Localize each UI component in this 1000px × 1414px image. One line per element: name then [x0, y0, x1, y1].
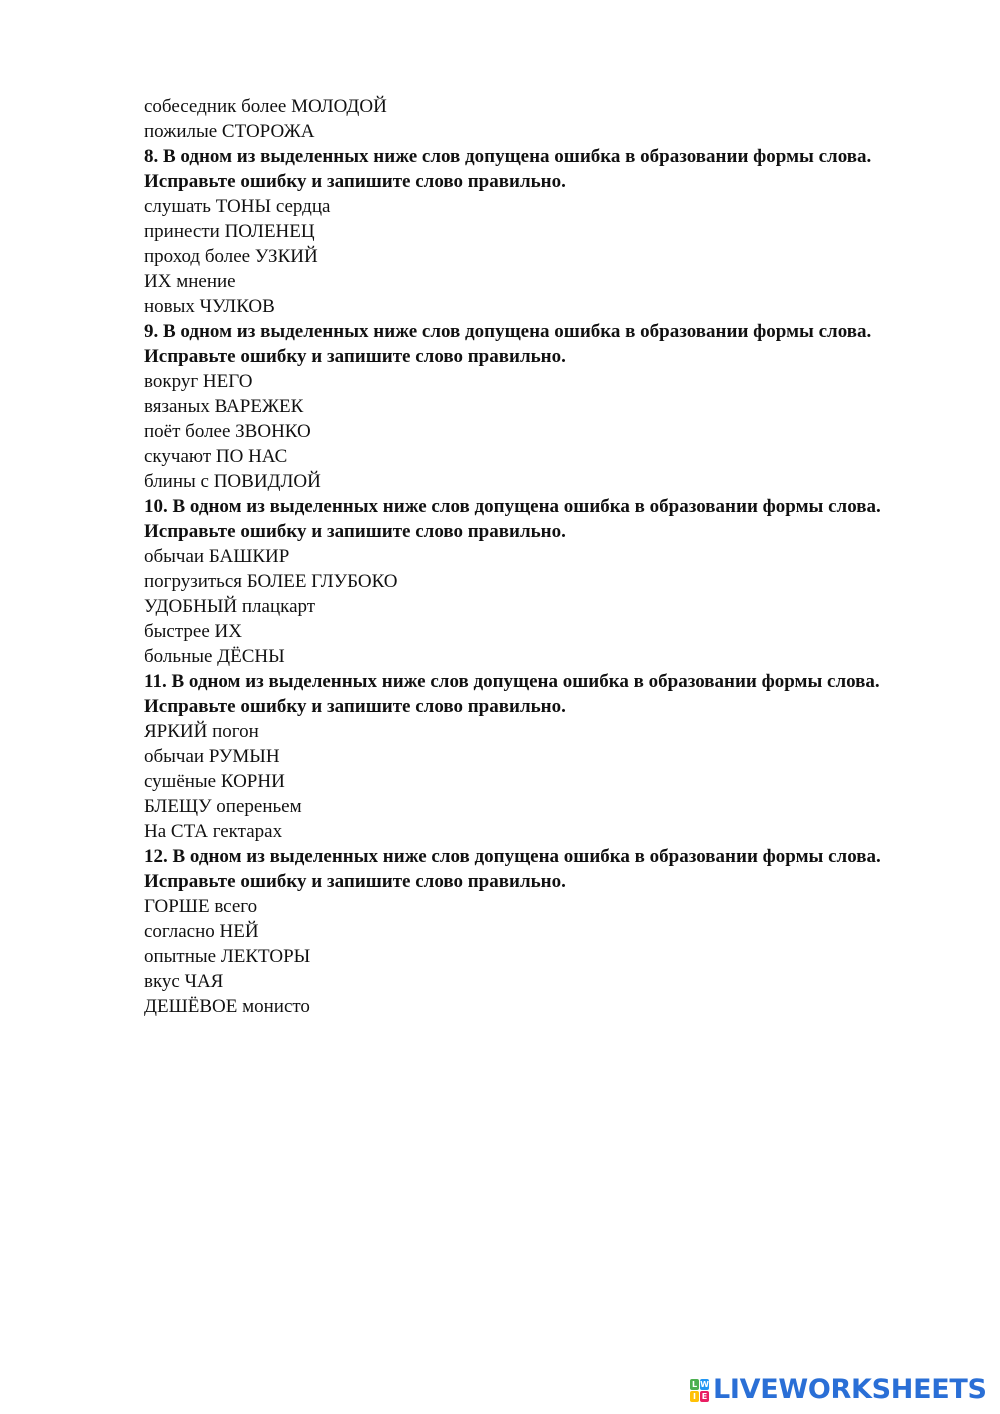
answer-option-line: вязаных ВАРЕЖЕК: [144, 396, 304, 417]
answer-option-line: слушать ТОНЫ сердца: [144, 196, 331, 217]
task-instruction-line: 8. В одном из выделенных ниже слов допущена ошибка в образовании формы слова.: [144, 146, 872, 167]
logo-text: LIVEWORKSHEETS: [713, 1374, 987, 1405]
task-instruction-line: 12. В одном из выделенных ниже слов допущена ошибка в образовании формы слова.: [144, 846, 881, 867]
task-instruction-line: 10. В одном из выделенных ниже слов допущена ошибка в образовании формы слова.: [144, 496, 881, 517]
answer-option-line: обычаи РУМЫН: [144, 746, 280, 767]
task-instruction-line: 9. В одном из выделенных ниже слов допущена ошибка в образовании формы слова.: [144, 321, 872, 342]
answer-option-line: На СТА гектарах: [144, 821, 283, 842]
answer-option-line: больные ДЁСНЫ: [144, 646, 285, 667]
logo-tile: E: [701, 1391, 708, 1401]
answer-option-line: пожилые СТОРОЖА: [144, 121, 315, 142]
answer-option-line: опытные ЛЕКТОРЫ: [144, 946, 311, 967]
answer-option-line: ДЕШЁВОЕ монисто: [144, 996, 310, 1017]
answer-option-line: вкус ЧАЯ: [144, 971, 224, 992]
answer-option-line: БЛЕЩУ опереньем: [144, 796, 302, 817]
answer-option-line: ГОРШЕ всего: [144, 896, 258, 917]
answer-option-line: ЯРКИЙ погон: [144, 721, 259, 742]
task-instruction-line: Исправьте ошибку и запишите слово правильно.: [144, 871, 566, 892]
task-instruction-line: 11. В одном из выделенных ниже слов допущена ошибка в образовании формы слова.: [144, 671, 880, 692]
task-instruction-line: Исправьте ошибку и запишите слово правильно.: [144, 346, 566, 367]
logo-tile: I: [690, 1391, 699, 1402]
task-instruction-line: Исправьте ошибку и запишите слово правильно.: [144, 521, 566, 542]
answer-option-line: собеседник более МОЛОДОЙ: [144, 96, 387, 117]
answer-option-line: ИХ мнение: [144, 271, 236, 292]
answer-option-line: быстрее ИХ: [144, 621, 242, 642]
liveworksheets-logo: [690, 1372, 987, 1408]
answer-option-line: блины с ПОВИДЛОЙ: [144, 471, 321, 492]
answer-option-line: согласно НЕЙ: [144, 921, 259, 942]
worksheet-text: [144, 94, 964, 1019]
logo-tile: L: [691, 1379, 698, 1389]
logo-tile: W: [700, 1379, 709, 1389]
answer-option-line: погрузиться БОЛЕЕ ГЛУБОКО: [144, 571, 398, 592]
answer-option-line: обычаи БАШКИР: [144, 546, 290, 567]
answer-option-line: скучают ПО НАС: [144, 446, 288, 467]
answer-option-line: УДОБНЫЙ плацкарт: [144, 596, 316, 617]
task-instruction-line: Исправьте ошибку и запишите слово правильно.: [144, 171, 566, 192]
task-instruction-line: Исправьте ошибку и запишите слово правильно.: [144, 696, 566, 717]
logo-mark-icon: [690, 1379, 709, 1402]
answer-option-line: вокруг НЕГО: [144, 371, 253, 392]
answer-option-line: сушёные КОРНИ: [144, 771, 285, 792]
answer-option-line: новых ЧУЛКОВ: [144, 296, 275, 317]
answer-option-line: проход более УЗКИЙ: [144, 246, 318, 267]
answer-option-line: поёт более ЗВОНКО: [144, 421, 311, 442]
answer-option-line: принести ПОЛЕНЕЦ: [144, 221, 315, 242]
